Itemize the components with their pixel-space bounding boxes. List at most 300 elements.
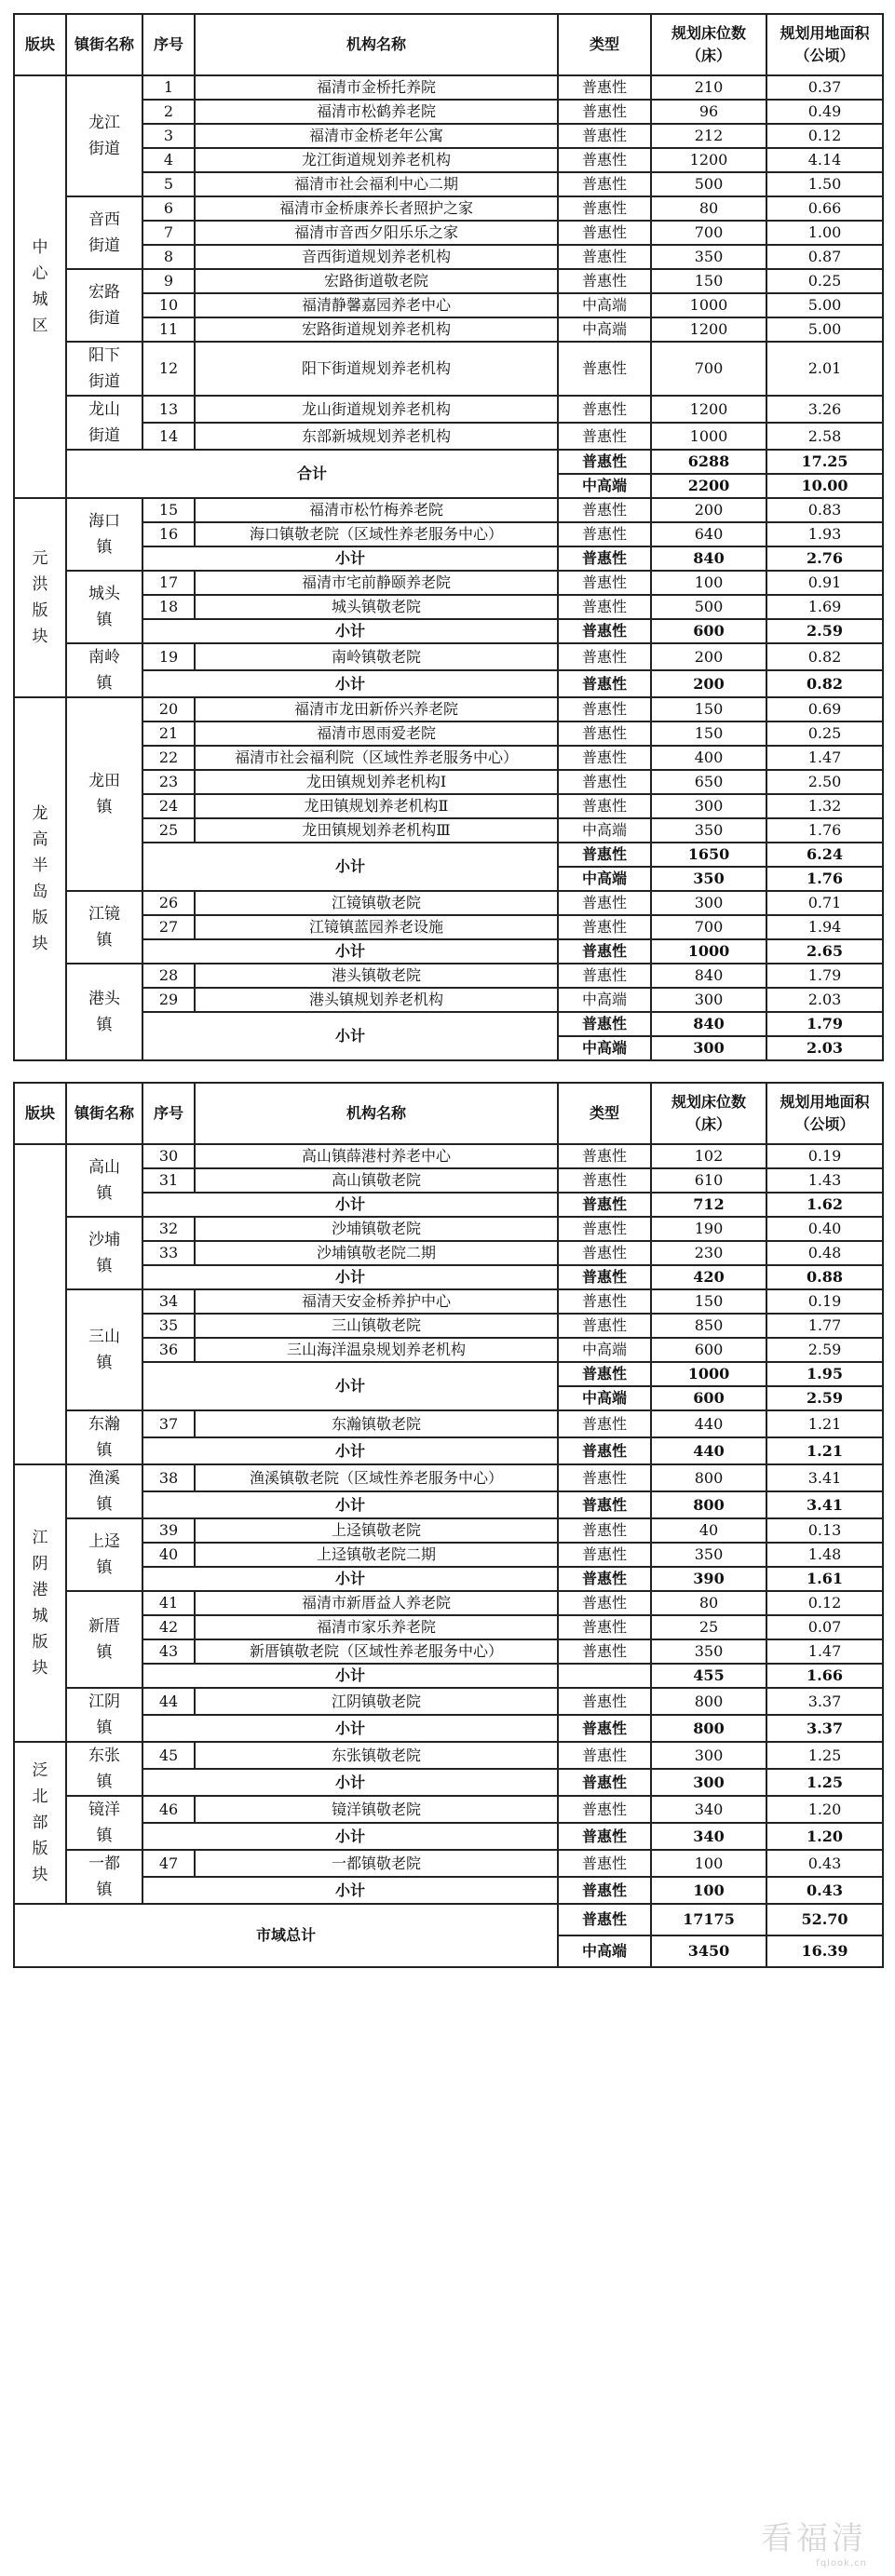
- table-row: [14, 522, 883, 546]
- name-cell: 福清市音西夕阳乐乐之家: [195, 221, 558, 245]
- type-cell: 普惠性: [558, 1742, 651, 1769]
- type-cell: 普惠性: [558, 1491, 651, 1518]
- type-cell: 普惠性: [558, 1850, 651, 1877]
- subtotal-row: [14, 1877, 883, 1904]
- beds-cell: 80: [651, 1591, 766, 1615]
- area-cell: 0.40: [766, 1217, 883, 1241]
- table-row: [14, 1615, 883, 1639]
- table-row: [14, 396, 883, 423]
- table-row: [14, 1591, 883, 1615]
- beds-cell: 300: [651, 1036, 766, 1060]
- name-cell: 东张镇敬老院: [195, 1742, 558, 1769]
- subtotal-label: 小计: [142, 1664, 558, 1688]
- area-cell: 2.59: [766, 619, 883, 643]
- seq-cell: 32: [142, 1217, 195, 1241]
- plate-cell: 泛 北 部 版 块: [14, 1742, 66, 1904]
- beds-cell: 300: [651, 891, 766, 915]
- subtotal-row: [14, 1715, 883, 1742]
- name-cell: 一都镇敬老院: [195, 1850, 558, 1877]
- subtotal-row: [14, 1664, 883, 1688]
- seq-cell: 25: [142, 818, 195, 843]
- type-cell: 普惠性: [558, 423, 651, 450]
- subtotal-label: 小计: [142, 939, 558, 964]
- area-cell: 0.12: [766, 124, 883, 148]
- area-cell: 0.13: [766, 1518, 883, 1543]
- beds-cell: 350: [651, 1543, 766, 1567]
- beds-cell: 102: [651, 1144, 766, 1168]
- seq-cell: 24: [142, 794, 195, 818]
- area-cell: 1.21: [766, 1437, 883, 1464]
- area-cell: 2.59: [766, 1338, 883, 1362]
- beds-cell: 350: [651, 1639, 766, 1664]
- seq-cell: 12: [142, 342, 195, 396]
- subtotal-row: [14, 1012, 883, 1036]
- beds-cell: 400: [651, 746, 766, 770]
- beds-cell: 200: [651, 670, 766, 697]
- area-cell: 0.37: [766, 75, 883, 100]
- table-row: [14, 423, 883, 450]
- seq-cell: 41: [142, 1591, 195, 1615]
- name-cell: 音西街道规划养老机构: [195, 245, 558, 269]
- seq-cell: 3: [142, 124, 195, 148]
- seq-cell: 26: [142, 891, 195, 915]
- table-row: [14, 1144, 883, 1168]
- beds-cell: 640: [651, 522, 766, 546]
- name-cell: 高山镇敬老院: [195, 1168, 558, 1193]
- table-row: [14, 1464, 883, 1491]
- seq-cell: 15: [142, 498, 195, 522]
- type-cell: 普惠性: [558, 522, 651, 546]
- area-cell: 10.00: [766, 474, 883, 498]
- plate-cell: 江 阴 港 城 版 块: [14, 1464, 66, 1742]
- area-cell: 1.62: [766, 1193, 883, 1217]
- header-cell: 类型: [558, 14, 651, 75]
- seq-cell: 36: [142, 1338, 195, 1362]
- area-cell: 1.32: [766, 794, 883, 818]
- beds-cell: 840: [651, 1012, 766, 1036]
- area-cell: 0.48: [766, 1241, 883, 1265]
- name-cell: 镜洋镇敬老院: [195, 1796, 558, 1823]
- beds-cell: 200: [651, 498, 766, 522]
- name-cell: 福清市金桥老年公寓: [195, 124, 558, 148]
- subtotal-row: [14, 843, 883, 867]
- town-cell: 海口 镇: [66, 498, 142, 571]
- type-cell: 普惠性: [558, 124, 651, 148]
- name-cell: 福清市金桥康养长者照护之家: [195, 196, 558, 221]
- table-row: [14, 196, 883, 221]
- area-cell: 0.69: [766, 697, 883, 722]
- beds-cell: 1000: [651, 423, 766, 450]
- header-row: [14, 1083, 883, 1144]
- subtotal-label: 小计: [142, 670, 558, 697]
- seq-cell: 14: [142, 423, 195, 450]
- beds-cell: 350: [651, 245, 766, 269]
- area-cell: 1.47: [766, 746, 883, 770]
- seq-cell: 31: [142, 1168, 195, 1193]
- beds-cell: 800: [651, 1464, 766, 1491]
- name-cell: 东瀚镇敬老院: [195, 1410, 558, 1437]
- area-cell: 5.00: [766, 317, 883, 342]
- name-cell: 沙埔镇敬老院: [195, 1217, 558, 1241]
- town-cell: 南岭 镇: [66, 643, 142, 697]
- area-cell: 3.41: [766, 1464, 883, 1491]
- name-cell: 福清天安金桥养护中心: [195, 1289, 558, 1314]
- area-cell: 1.48: [766, 1543, 883, 1567]
- beds-cell: 1000: [651, 293, 766, 317]
- name-cell: 福清市松竹梅养老院: [195, 498, 558, 522]
- header-cell: 镇街名称: [66, 14, 142, 75]
- town-cell: 东张 镇: [66, 1742, 142, 1796]
- plate-cell: [14, 1144, 66, 1464]
- name-cell: 上迳镇敬老院: [195, 1518, 558, 1543]
- watermark: 看福清 fqlook.cn: [761, 2520, 867, 2569]
- grand-total-row: [14, 1904, 883, 1935]
- name-cell: 江镜镇蓝园养老设施: [195, 915, 558, 939]
- area-cell: 3.37: [766, 1688, 883, 1715]
- seq-cell: 4: [142, 148, 195, 172]
- seq-cell: 35: [142, 1314, 195, 1338]
- document-page: [13, 13, 882, 1968]
- town-cell: 江阴 镇: [66, 1688, 142, 1742]
- name-cell: 福清市社会福利院（区域性养老服务中心）: [195, 746, 558, 770]
- beds-cell: 1200: [651, 396, 766, 423]
- town-cell: 龙田 镇: [66, 697, 142, 891]
- type-cell: 普惠性: [558, 1314, 651, 1338]
- type-cell: 普惠性: [558, 1241, 651, 1265]
- type-cell: 普惠性: [558, 1615, 651, 1639]
- type-cell: 普惠性: [558, 746, 651, 770]
- name-cell: 龙田镇规划养老机构Ⅱ: [195, 794, 558, 818]
- header-cell: 机构名称: [195, 1083, 558, 1144]
- beds-cell: 700: [651, 221, 766, 245]
- seq-cell: 2: [142, 100, 195, 124]
- type-cell: 普惠性: [558, 1639, 651, 1664]
- town-cell: 三山 镇: [66, 1289, 142, 1410]
- grand-total-label: 市域总计: [14, 1904, 558, 1967]
- name-cell: 龙山街道规划养老机构: [195, 396, 558, 423]
- seq-cell: 7: [142, 221, 195, 245]
- type-cell: 中高端: [558, 1338, 651, 1362]
- subtotal-label: 小计: [142, 843, 558, 891]
- seq-cell: 30: [142, 1144, 195, 1168]
- area-cell: 0.82: [766, 670, 883, 697]
- name-cell: 港头镇规划养老机构: [195, 988, 558, 1012]
- area-cell: 2.59: [766, 1386, 883, 1410]
- table-row: [14, 1314, 883, 1338]
- town-cell: 龙山 街道: [66, 396, 142, 450]
- table-row: [14, 1639, 883, 1664]
- subtotal-row: [14, 1265, 883, 1289]
- table-row: [14, 317, 883, 342]
- table-row: [14, 1241, 883, 1265]
- beds-cell: 150: [651, 1289, 766, 1314]
- subtotal-label: 小计: [142, 1193, 558, 1217]
- table-row: [14, 595, 883, 619]
- table-row: [14, 988, 883, 1012]
- subtotal-row: [14, 1437, 883, 1464]
- beds-cell: 6288: [651, 450, 766, 474]
- type-cell: 普惠性: [558, 1265, 651, 1289]
- seq-cell: 47: [142, 1850, 195, 1877]
- area-cell: 0.49: [766, 100, 883, 124]
- area-cell: 3.41: [766, 1491, 883, 1518]
- seq-cell: 17: [142, 571, 195, 595]
- area-cell: 1.94: [766, 915, 883, 939]
- beds-cell: 850: [651, 1314, 766, 1338]
- town-cell: 宏路 街道: [66, 269, 142, 342]
- type-cell: 中高端: [558, 1036, 651, 1060]
- subtotal-row: [14, 1769, 883, 1796]
- name-cell: 江镜镇敬老院: [195, 891, 558, 915]
- name-cell: 龙田镇规划养老机构Ⅲ: [195, 818, 558, 843]
- area-cell: 0.88: [766, 1265, 883, 1289]
- type-cell: 普惠性: [558, 1904, 651, 1935]
- table-row: [14, 1168, 883, 1193]
- type-cell: [558, 1664, 651, 1688]
- type-cell: 普惠性: [558, 1591, 651, 1615]
- name-cell: 福清市新厝益人养老院: [195, 1591, 558, 1615]
- area-cell: 1.95: [766, 1362, 883, 1386]
- beds-cell: 150: [651, 722, 766, 746]
- name-cell: 东部新城规划养老机构: [195, 423, 558, 450]
- name-cell: 福清市家乐养老院: [195, 1615, 558, 1639]
- type-cell: 普惠性: [558, 172, 651, 196]
- seq-cell: 21: [142, 722, 195, 746]
- area-cell: 1.79: [766, 1012, 883, 1036]
- type-cell: 普惠性: [558, 269, 651, 293]
- type-cell: 普惠性: [558, 75, 651, 100]
- beds-cell: 1000: [651, 1362, 766, 1386]
- beds-cell: 17175: [651, 1904, 766, 1935]
- total-row: [14, 450, 883, 474]
- subtotal-label: 小计: [142, 1823, 558, 1850]
- header-cell: 版块: [14, 1083, 66, 1144]
- area-cell: 2.03: [766, 988, 883, 1012]
- area-cell: 1.79: [766, 964, 883, 988]
- beds-cell: 200: [651, 643, 766, 670]
- seq-cell: 18: [142, 595, 195, 619]
- seq-cell: 38: [142, 1464, 195, 1491]
- beds-cell: 300: [651, 1742, 766, 1769]
- table-row: [14, 1410, 883, 1437]
- area-cell: 2.01: [766, 342, 883, 396]
- type-cell: 普惠性: [558, 1437, 651, 1464]
- area-cell: 1.50: [766, 172, 883, 196]
- type-cell: 普惠性: [558, 697, 651, 722]
- table-row: [14, 75, 883, 100]
- subtotal-row: [14, 1193, 883, 1217]
- table-row: [14, 1289, 883, 1314]
- subtotal-row: [14, 939, 883, 964]
- beds-cell: 700: [651, 342, 766, 396]
- area-cell: 0.07: [766, 1615, 883, 1639]
- beds-cell: 340: [651, 1796, 766, 1823]
- type-cell: 普惠性: [558, 722, 651, 746]
- type-cell: 普惠性: [558, 670, 651, 697]
- beds-cell: 390: [651, 1567, 766, 1591]
- town-cell: 龙江 街道: [66, 75, 142, 196]
- name-cell: 上迳镇敬老院二期: [195, 1543, 558, 1567]
- seq-cell: 10: [142, 293, 195, 317]
- seq-cell: 45: [142, 1742, 195, 1769]
- name-cell: 海口镇敬老院（区域性养老服务中心）: [195, 522, 558, 546]
- beds-cell: 420: [651, 1265, 766, 1289]
- type-cell: 普惠性: [558, 1769, 651, 1796]
- type-cell: 中高端: [558, 988, 651, 1012]
- beds-cell: 150: [651, 269, 766, 293]
- table-row: [14, 148, 883, 172]
- header-cell: 规划床位数（床）: [651, 1083, 766, 1144]
- beds-cell: 1200: [651, 317, 766, 342]
- subtotal-row: [14, 1362, 883, 1386]
- type-cell: 普惠性: [558, 939, 651, 964]
- table-row: [14, 697, 883, 722]
- type-cell: 普惠性: [558, 1877, 651, 1904]
- town-cell: 一都 镇: [66, 1850, 142, 1904]
- name-cell: 福清市宅前静颐养老院: [195, 571, 558, 595]
- seq-cell: 43: [142, 1639, 195, 1664]
- beds-cell: 96: [651, 100, 766, 124]
- area-cell: 1.20: [766, 1796, 883, 1823]
- seq-cell: 6: [142, 196, 195, 221]
- type-cell: 普惠性: [558, 196, 651, 221]
- area-cell: 5.00: [766, 293, 883, 317]
- type-cell: 普惠性: [558, 221, 651, 245]
- type-cell: 普惠性: [558, 1464, 651, 1491]
- table-part-1: [13, 13, 884, 1061]
- name-cell: 沙埔镇敬老院二期: [195, 1241, 558, 1265]
- town-cell: 新厝 镇: [66, 1591, 142, 1688]
- town-cell: 东瀚 镇: [66, 1410, 142, 1464]
- name-cell: 港头镇敬老院: [195, 964, 558, 988]
- page-gap: [13, 1061, 882, 1082]
- table-row: [14, 1796, 883, 1823]
- subtotal-row: [14, 1823, 883, 1850]
- table-row: [14, 746, 883, 770]
- area-cell: 1.47: [766, 1639, 883, 1664]
- type-cell: 中高端: [558, 474, 651, 498]
- area-cell: 17.25: [766, 450, 883, 474]
- beds-cell: 840: [651, 964, 766, 988]
- header-cell: 镇街名称: [66, 1083, 142, 1144]
- beds-cell: 300: [651, 988, 766, 1012]
- seq-cell: 39: [142, 1518, 195, 1543]
- beds-cell: 700: [651, 915, 766, 939]
- beds-cell: 80: [651, 196, 766, 221]
- type-cell: 普惠性: [558, 498, 651, 522]
- type-cell: 普惠性: [558, 245, 651, 269]
- seq-cell: 37: [142, 1410, 195, 1437]
- beds-cell: 100: [651, 571, 766, 595]
- subtotal-label: 小计: [142, 1715, 558, 1742]
- table-row: [14, 891, 883, 915]
- type-cell: 中高端: [558, 867, 651, 891]
- area-cell: 2.58: [766, 423, 883, 450]
- seq-cell: 8: [142, 245, 195, 269]
- table-row: [14, 293, 883, 317]
- type-cell: 普惠性: [558, 1567, 651, 1591]
- header-cell: 机构名称: [195, 14, 558, 75]
- town-cell: 阳下 街道: [66, 342, 142, 396]
- name-cell: 渔溪镇敬老院（区域性养老服务中心）: [195, 1464, 558, 1491]
- table-row: [14, 1338, 883, 1362]
- seq-cell: 20: [142, 697, 195, 722]
- town-cell: 音西 街道: [66, 196, 142, 269]
- table-row: [14, 269, 883, 293]
- beds-cell: 212: [651, 124, 766, 148]
- table-row: [14, 818, 883, 843]
- name-cell: 龙江街道规划养老机构: [195, 148, 558, 172]
- seq-cell: 44: [142, 1688, 195, 1715]
- name-cell: 城头镇敬老院: [195, 595, 558, 619]
- beds-cell: 40: [651, 1518, 766, 1543]
- beds-cell: 455: [651, 1664, 766, 1688]
- table-row: [14, 571, 883, 595]
- beds-cell: 190: [651, 1217, 766, 1241]
- header-row: [14, 14, 883, 75]
- area-cell: 0.19: [766, 1144, 883, 1168]
- table-row: [14, 1850, 883, 1877]
- seq-cell: 1: [142, 75, 195, 100]
- area-cell: 1.61: [766, 1567, 883, 1591]
- type-cell: 普惠性: [558, 342, 651, 396]
- area-cell: 2.03: [766, 1036, 883, 1060]
- beds-cell: 150: [651, 697, 766, 722]
- seq-cell: 11: [142, 317, 195, 342]
- name-cell: 福清市恩雨爱老院: [195, 722, 558, 746]
- beds-cell: 100: [651, 1850, 766, 1877]
- area-cell: 1.21: [766, 1410, 883, 1437]
- name-cell: 福清市社会福利中心二期: [195, 172, 558, 196]
- area-cell: 52.70: [766, 1904, 883, 1935]
- plate-cell: 元 洪 版 块: [14, 498, 66, 697]
- type-cell: 普惠性: [558, 546, 651, 571]
- area-cell: 4.14: [766, 148, 883, 172]
- table-row: [14, 794, 883, 818]
- beds-cell: 1000: [651, 939, 766, 964]
- type-cell: 中高端: [558, 293, 651, 317]
- type-cell: 中高端: [558, 1386, 651, 1410]
- table-row: [14, 1742, 883, 1769]
- type-cell: 普惠性: [558, 1410, 651, 1437]
- type-cell: 普惠性: [558, 148, 651, 172]
- beds-cell: 2200: [651, 474, 766, 498]
- area-cell: 0.83: [766, 498, 883, 522]
- type-cell: 普惠性: [558, 100, 651, 124]
- beds-cell: 800: [651, 1491, 766, 1518]
- area-cell: 1.93: [766, 522, 883, 546]
- type-cell: 普惠性: [558, 964, 651, 988]
- header-cell: 类型: [558, 1083, 651, 1144]
- seq-cell: 42: [142, 1615, 195, 1639]
- town-cell: 港头 镇: [66, 964, 142, 1060]
- area-cell: 0.12: [766, 1591, 883, 1615]
- beds-cell: 300: [651, 1769, 766, 1796]
- table-part-2: [13, 1082, 884, 1968]
- town-cell: 城头 镇: [66, 571, 142, 643]
- subtotal-label: 小计: [142, 619, 558, 643]
- seq-cell: 29: [142, 988, 195, 1012]
- town-cell: 上迳 镇: [66, 1518, 142, 1591]
- table-row: [14, 1518, 883, 1543]
- beds-cell: 500: [651, 172, 766, 196]
- type-cell: 普惠性: [558, 891, 651, 915]
- type-cell: 普惠性: [558, 1289, 651, 1314]
- table-row: [14, 172, 883, 196]
- area-cell: 2.65: [766, 939, 883, 964]
- beds-cell: 350: [651, 818, 766, 843]
- name-cell: 福清市龙田新侨兴养老院: [195, 697, 558, 722]
